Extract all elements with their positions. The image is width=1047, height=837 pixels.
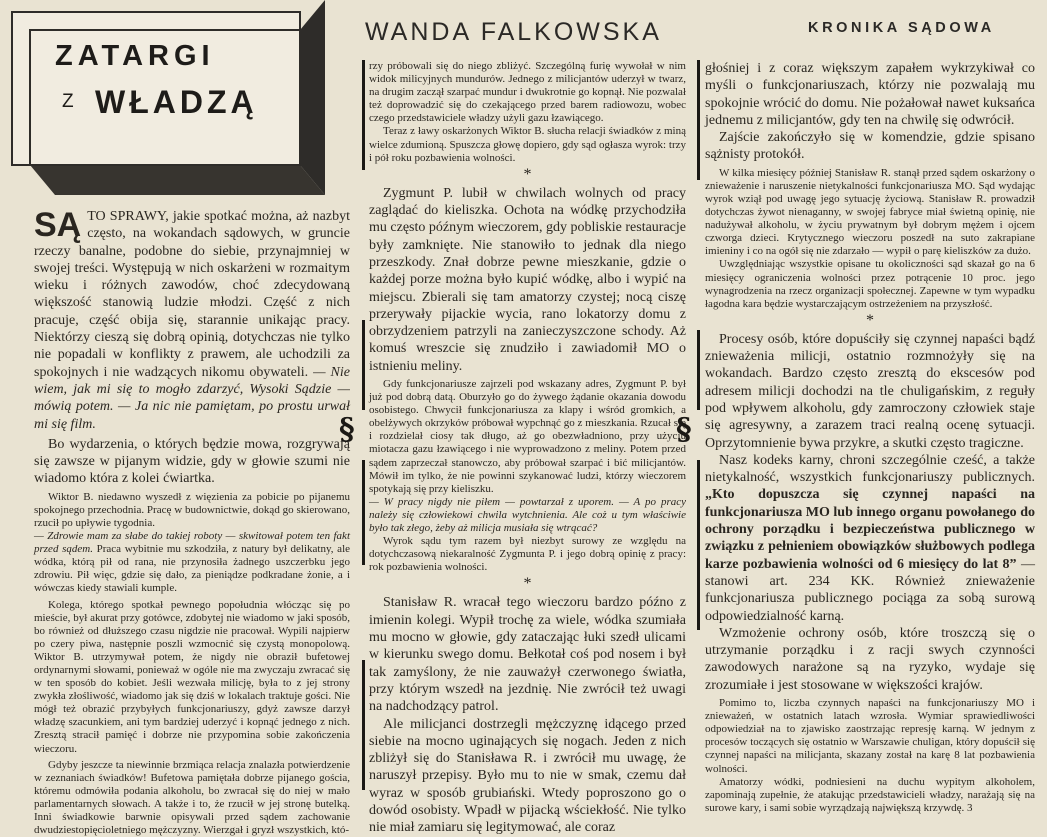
small-paragraph: Uwzględniając wszystkie opisane tu okoliczności sąd skazał go na 6 miesięcy ograniczenia wolności przez potrącenie 10 proc. jego wynagrodzenia na rzecz organizacji społecznej. Zapewne w tym wypadku łagodna kara będzie wystarczającym ostrzeżeniem na przyszłość. <box>705 258 1035 310</box>
paragraph: Procesy osób, które dopuściły się czynnej napaści bądź znieważenia milicji, ostatnio rozmnożyły się na wokandach. Bardzo często zresztą do ekscesów pod adresem milicji dochodzi na tle chuligańskim, z reguły pod wpływem alkoholu, gdy zamroczony człowiek staje się agresywny, a zarazem traci realną ocenę sytuacji. Oprzytomnienie bywa przykre, a skutki często tragiczne. <box>705 331 1035 451</box>
quote: — W pracy nigdy nie piłem — powtarzał z uporem. — A po pracy należy się człowiekowi chwila wytchnienia. Ale coż u tym właściwie było tak złego, żeby aż milicja musiała się wtrącać? <box>369 495 686 535</box>
small-paragraph: Pomimo to, liczba czynnych napaści na funkcjonariuszy MO i znieważeń, w ostatnich latach wzrosła. Wymiar sprawiedliwości odpowiedział na to zjawisko zaostrzając represję karną. W jednym z procesów toczących się ostatnio w Warszawie chuligan, który dopuścił się czynnej napaści na milicjanta, skazany został na karę 8 lat pozbawienia wolności. <box>705 697 1035 775</box>
headline-box <box>0 0 325 205</box>
paragraph: Nasz kodeks karny, chroni szczególnie cześć, a także nietykalność, wszystkich funkcjonariuszy publicznych. „Kto dopuszcza się czynnej napaści na funkcjonariusza MO lub innego organu powołanego do ochrony porządku i bezpieczeństwa publicznego w związku z pełnieniem obowiązków służbowych podlega karze pozbawienia wolności od 6 miesięcy do lat 8” — stanowi art. 234 KK. Również znieważenie funkcjonariusza publicznego pociąga za sobą surową odpowiedzialność karną. <box>705 452 1035 624</box>
paragraph: Ale milicjanci dostrzegli mężczyznę idącego przed siebie na mocno uginających się nogach. Jeden z nich zbliżył się do Stanisława R. i zwrócił mu uwagę, że naruszył przepisy. Było mu to nie w smak, czemu dał wyraz w sposób grubiański. Wtedy poproszono go o dowód osobisty. Wpadł w pijacką wściekłość. Nie tylko nie miał zamiaru się legitymować, ale coraz <box>369 716 686 836</box>
section-mark-icon: § <box>676 412 692 447</box>
legal-quote: „Kto dopuszcza się czynnej napaści na funkcjonariusza MO lub innego organu powołanego do ochrony porządku i bezpieczeństwa publicznego w związku z pełnieniem obowiązków służbowych podlega karze pozbawienia wolności od 6 miesięcy do lat 8” <box>705 487 1035 572</box>
section-title: KRONIKA SĄDOWA <box>808 20 995 36</box>
margin-bar <box>697 460 700 630</box>
paragraph: Wzmożenie ochrony osób, które troszczą się o utrzymanie porządku i z racji swych czynności zawodowych narażone są na ryzyko, wydaje się zrozumiałe i jest stosowane w większości krajów. <box>705 625 1035 693</box>
small-paragraph: Wiktor B. niedawno wyszedł z więzienia za pobicie po pijanemu spokojnego przechodnia. Pracę w budownictwie, dokąd go skierowano, rzucił po upływie tygodnia. — Zdrowie mam za słabe do takiej roboty — skwitował potem ten fakt przed sądem. Praca wybitnie mu szkodziła, z natury był delikatny, ale wódka, którą pił od rana, nie przynosiła żadnego uszczerbku jego zdrowiu. Pił więc, gdzie się dało, za pieniądze podkradane żonie, a i wówczas kiedy stawiali kumple. <box>34 490 351 595</box>
small-paragraph: Teraz z ławy oskarżonych Wiktor B. słucha relacji świadków z miną wielce zdumioną. Spuszcza głowę dopiero, gdy sąd ogłasza wyrok: trzy i pół roku pozbawienia wolności. <box>369 125 686 164</box>
lead-paragraph: SĄ TO SPRAWY, jakie spotkać można, aż nazbyt często, na wokandach sądowych, w gruncie rzeczy banalne, podobne do siebie, przynajmniej w swojej treści. Występują w nich oskarżeni w rozmaitym wieku i różnych zawodów, choć zdecydowaną większość stanowią ludzie młodzi. Część z nich pracuje, część obija się, starannie unikając pracy. Niektórzy cieszą się dobrą opinią, dotychczas nie tylko nie popadali w konflikty z prawem, ale uchodzili za spokojnych i nie wadzących nikomu obywateli. — Nie wiem, jak mi się to mogło zdarzyć, Wysoki Sądzie — mówią potem. — Ja nic nie pamiętam, po prostu urwał mi się film. <box>34 206 350 432</box>
quote: — Zdrowie mam za słabe do takiej roboty — skwitował potem ten fakt przed sądem. <box>34 530 350 556</box>
column-3 <box>705 60 1035 814</box>
small-paragraph: W kilka miesięcy później Stanisław R. stanął przed sądem oskarżony o znieważenie i naruszenie nietykalności funkcjonariusza MO. Sąd wydając wyrok wziął pod uwagę jego sytuację życiową. Stanisław R. prowadził dotychczas żywot nienaganny, w swojej fabryce miał świetną opinię, nie nadużywał alkoholu, w życiu prywatnym był dobrym mężem i ojcem czworga dzieci. Krytycznego wieczoru poszedł na suto zakrapiane imieniny i co na ogół się nie zdarzało — wypił o parę kieliszków za dużo. <box>705 166 1035 258</box>
paragraph: Bo wydarzenia, o których będzie mowa, rozgrywają się zawsze w pijanym widzie, gdy w głowie szumi nie wiadomo która z kolei ćwiartka. <box>34 436 350 487</box>
section-separator: * <box>523 165 532 183</box>
margin-bar <box>362 60 365 170</box>
column-1 <box>34 206 351 837</box>
small-paragraph: Gdy funkcjonariusze zajrzeli pod wskazany adres, Zygmunt P. był już pod dobrą datą. Oburzyło go do żywego żądanie okazania dowodu osobistego. Chwycił funkcjonariusza za klapy i wśród gromkich, a obelżywych okrzyków próbował wypchnąć go z mieszkania. Rzucał się i rozdzielał ciosy tak długo, aż go obezwładniono, przy użyciu miotacza gazu łzawiącego i nie wyprowadzono z meliny. Potem przed sądem zaprzeczał stanowczo, aby próbował szarpać i bić milicjantów. Mówił im tylko, że nie powinni szykanować ludzi, którzy wieczorem spotykają się przy kieliszku. — W pracy nigdy nie piłem — powtarzał z uporem. — A po pracy należy się człowiekowi chwila wytchnienia. Ale coż u tym właściwie było tak złego, żeby aż milicja musiała się wtrącać? <box>369 378 686 535</box>
headline-word-wladza: WŁADZĄ <box>95 84 258 120</box>
page-number: 3 <box>966 801 973 814</box>
margin-bar <box>362 460 365 565</box>
section-separator: * <box>523 575 532 593</box>
section-separator: * <box>866 311 874 329</box>
small-paragraph: Wyrok sądu tym razem był niezbyt surowy ze względu na dotychczasową niekaralność Zygmunta P. i jego dobrą opinię z pracy: rok pozbawienia wolności. <box>369 535 686 574</box>
author-byline: WANDA FALKOWSKA <box>365 18 662 46</box>
column-2 <box>369 60 686 836</box>
paragraph: Zygmunt P. lubił w chwilach wolnych od pracy zaglądać do kieliszka. Ochota na wódkę przychodziła mu często późnym wieczorem, gdy pobliskie restauracje były zamknięte. Nie stanowiło to jednak dla niego przeszkody. Znał dobrze pewne mieszkanie, gdzie o każdej porze można było kupić wódkę, albo i wypić na miejscu. Zbierali się tam amatorzy czystej; nocą ciszę przerywały pijackie wycia, rano lokatorzy domu z obrzydzeniem patrzyli na zanieczyszczone schody. Aż komuś wreszcie się znudziło i zawiadomił MO o istnieniu meliny. <box>369 185 686 374</box>
small-paragraph: Amatorzy wódki, podniesieni na duchu wypitym alkoholem, zapominają zupełnie, że atakując przedstawicieli władzy, narażają się na surowe kary, i sami sobie wyrządzają największą krzywdę. 3 <box>705 775 1035 814</box>
headline-word-z: Z <box>62 91 74 112</box>
small-paragraph: rzy próbowali się do niego zbliżyć. Szczególną furię wywołał w nim widok milicyjnych mundurów. Jednego z milicjantów uderzył w twarz, na drugim zaczął szarpać mundur i dwukrotnie go kopnął. Nie pozwalał też doprowadzić się do czekającego przed barem radiowozu, wobec czego przedstawiciele władzy użyli gazu łzawiącego. <box>369 60 686 125</box>
margin-bar <box>697 60 700 180</box>
margin-bar <box>362 660 365 790</box>
paragraph: Stanisław R. wracał tego wieczoru bardzo późno z imienin kolegi. Wypił trochę za wiele, wódka szumiała mu mocno w głowie, gdy zataczając łuki szedł ulicami w kierunku swego domu. Bełkotał coś pod nosem i był tak zamyślony, że nie zauważył czerwonego światła, przy którym wszedł na jezdnię. Nie zwrócił też uwagi na nadchodzący patrol. <box>369 595 686 715</box>
small-paragraph: Gdyby jeszcze ta niewinnie brzmiąca relacja znalazła potwierdzenie w zeznaniach świadków! Bufetowa pamiętała dobrze pijanego gościa, któremu odmówiła podania alkoholu, bo zwracał się do niej w mało parlamentarnych słowach. A także i to, że rzucił w jej stronę butelką. Inni świadkowie barwnie opisywali przed sądem zachowanie dwudziestopięcioletniego mężczyzny. Wierzgał i gryzł wszystkich, któ- <box>34 758 350 837</box>
section-mark-icon: § <box>339 412 355 447</box>
drop-cap: SĄ <box>34 206 82 244</box>
paragraph: głośniej i z coraz większym zapałem wykrzykiwał co myśli o funkcjonariuszach, którzy nie pozwalają mu spokojnie wrócić do domu. Nie pożałował nawet kuksańca jednemu z milicjantów, gdy ten na chwilę się odwrócił. <box>705 61 1035 128</box>
small-paragraph: Kolega, którego spotkał pewnego popołudnia włócząc się po mieście, był akurat przy gotówce, zdobytej nie wiadomo w jaki sposób, bo również od dłuższego czasu nigdzie nie pracował. Wypili najpierw po czery piwa, następnie poszli wzmocnić się czystą monopolową. Wiktor B. utrzymywał potem, że nigdy nie obraził bufetowej ordynarnymi słowami, ponieważ w ogóle nie ma zwyczaju zwracać się w ten sposób do kobiet. Jeśli wezwała milicję, była to z jej strony zwykła złośliwość, wiadomo jak się dziś w lokalach traktuje gości. Nie mógł też obrazić przybyłych funkcjonariuszy, gdyż zawsze darzył władzę szacunkiem, ani tym bardziej uderzyć i kopnąć jednego z nich. Zresztą stracił pamięć i dobrze nie przypomina sobie zakończenia wieczoru. <box>34 598 350 755</box>
margin-bar <box>697 330 700 410</box>
margin-bar <box>362 320 365 410</box>
paragraph: Zajście zakończyło się w komendzie, gdzie spisano sążnisty protokół. <box>705 130 1035 163</box>
headline-word-zatargi: ZATARGI <box>55 40 215 72</box>
lead-quote: — Nie wiem, jak mi się to mogło zdarzyć, Wysoki Sądzie — mówią potem. — Ja nic nie pamiętam, po prostu urwał mi się film. <box>34 364 350 432</box>
